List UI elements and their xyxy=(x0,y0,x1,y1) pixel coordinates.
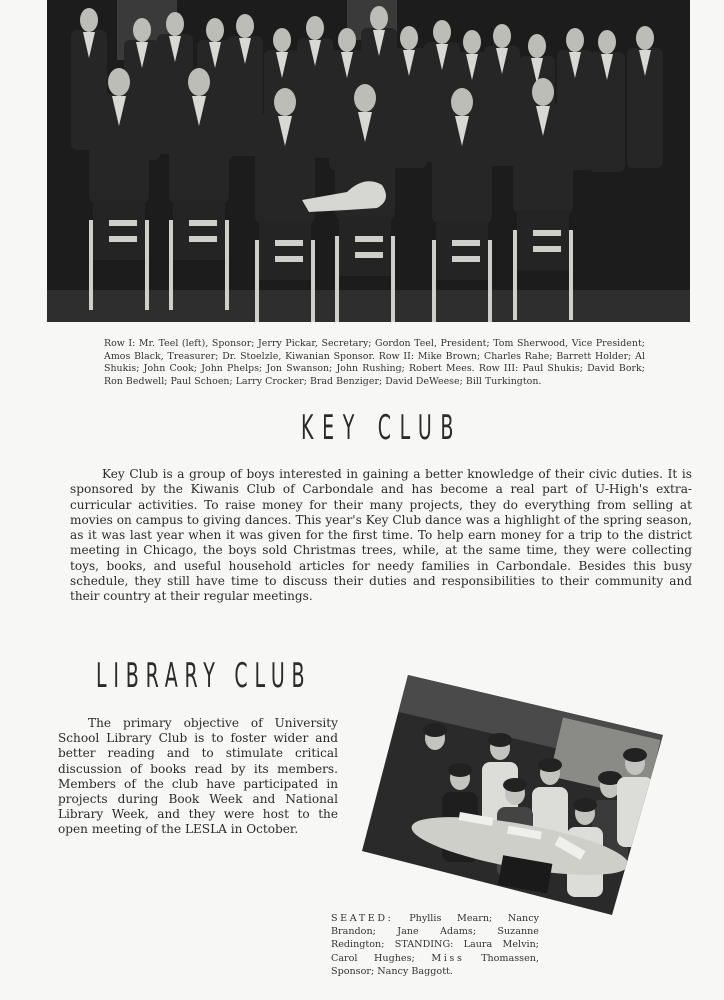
chair-rail xyxy=(355,236,383,242)
key-club-photo-caption: Row I: Mr. Teel (left), Sponsor; Jerry Pickar, Secretary; Gordon Teel, President; Tom Sherwood, Vice President; Amos Black, Treasurer; Dr. Stoelzle, Kiwanian Sponsor. Row II: Mike Brown; Charles Rahe; Barrett Holder; Al Shukis; John Cook; John Phelps; Jon Swanson; John Rushing; Robert Mees. Row III: Paul Shukis; David Bork; Ron Bedwell; Paul Schoen; Larry Crocker; Brad Benziger; David DeWeese; Bill Turkington. xyxy=(104,338,645,387)
legs xyxy=(173,200,225,260)
face xyxy=(451,88,473,116)
key-club-heading: KEY CLUB xyxy=(301,408,463,448)
standing-names-1: Laura Melvin; Carol Hughes; xyxy=(331,939,539,964)
face xyxy=(370,6,388,30)
face xyxy=(236,14,254,38)
face xyxy=(166,12,184,36)
face xyxy=(636,26,654,50)
chair-rail xyxy=(109,236,137,242)
legs xyxy=(93,200,145,260)
legs xyxy=(517,210,569,270)
hair xyxy=(573,798,597,812)
face xyxy=(273,28,291,52)
standing-names-2: Thomassen, Sponsor; Nancy Baggott. xyxy=(331,952,539,977)
face xyxy=(354,84,376,112)
floor xyxy=(47,290,690,322)
face xyxy=(133,18,151,42)
face xyxy=(80,8,98,32)
face xyxy=(400,26,418,50)
key-club-body-text: Key Club is a group of boys interested in gaining a better knowledge of their civic duties. It is sponsored by the Kiwanis Club of Carbondale and has become a real part of U-High's extra-curricular activities. To raise money for their many projects, they do everything from selling at movies on campus to giving dances. This year's Key Club dance was a highlight of the spring season, as it was last year when it was given for the first time. To help earn money for a trip to the district meeting in Chicago, the boys sold Christmas trees, while, at the same time, they were collecting toys, books, and useful household articles for needy families in Carbondale. Besides this busy schedule, they still have time to discuss their duties and responsibilities to their community and their country at their regular meetings. xyxy=(70,467,692,604)
chair-rail xyxy=(275,240,303,246)
chair-leg xyxy=(432,240,436,322)
face xyxy=(493,24,511,48)
hair xyxy=(503,778,527,792)
chair-leg xyxy=(255,240,259,322)
chair-leg xyxy=(569,230,573,320)
chair-leg xyxy=(169,220,173,310)
face xyxy=(274,88,296,116)
chair-rail xyxy=(189,236,217,242)
face xyxy=(206,18,224,42)
face xyxy=(598,30,616,54)
library-club-photo-caption xyxy=(331,912,539,978)
face xyxy=(306,16,324,40)
legs xyxy=(339,216,391,276)
hair xyxy=(623,748,647,762)
face xyxy=(566,28,584,52)
group-photo-icon xyxy=(355,668,675,923)
chair-leg xyxy=(89,220,93,310)
chair-leg xyxy=(225,220,229,310)
face xyxy=(463,30,481,54)
chair-rail xyxy=(452,240,480,246)
face xyxy=(528,34,546,58)
chair-rail xyxy=(533,230,561,236)
face xyxy=(338,28,356,52)
group-photo-icon xyxy=(47,0,690,322)
key-club-group-photo xyxy=(47,0,690,322)
chair-leg xyxy=(513,230,517,320)
seated-label: SEATED: xyxy=(331,913,394,924)
hair xyxy=(448,763,472,777)
chair-leg xyxy=(145,220,149,310)
library-club-body-text: The primary objective of University School Library Club is to foster wider and better reading and to stimulate critical discussion of books read by its members. Members of the club have participated in projects during Book Week and National Library Week, and they were host to the open meeting of the LESLA in October. xyxy=(58,716,338,837)
face xyxy=(532,78,554,106)
chair-rail xyxy=(189,220,217,226)
chair-leg xyxy=(488,240,492,322)
member-body xyxy=(617,777,653,847)
seated-names: Phyllis Mearn; Nancy Brandon; Jane Adams; Suzanne Redington; xyxy=(331,913,539,951)
hair xyxy=(538,758,562,772)
hair xyxy=(488,733,512,747)
face xyxy=(188,68,210,96)
chair-rail xyxy=(109,220,137,226)
face xyxy=(108,68,130,96)
chair-rail xyxy=(533,246,561,252)
chair-leg xyxy=(391,236,395,322)
chair-rail xyxy=(355,252,383,258)
chair-leg xyxy=(335,236,339,322)
hair xyxy=(423,723,447,737)
chair-rail xyxy=(275,256,303,262)
chair-leg xyxy=(311,240,315,322)
library-club-group-photo xyxy=(355,668,675,923)
face xyxy=(433,20,451,44)
miss-text: Miss xyxy=(431,952,465,964)
library-club-heading: LIBRARY CLUB xyxy=(96,656,312,696)
legs xyxy=(259,220,311,280)
chair-rail xyxy=(452,256,480,262)
legs xyxy=(436,220,488,280)
standing-label: STANDING: xyxy=(394,939,454,951)
